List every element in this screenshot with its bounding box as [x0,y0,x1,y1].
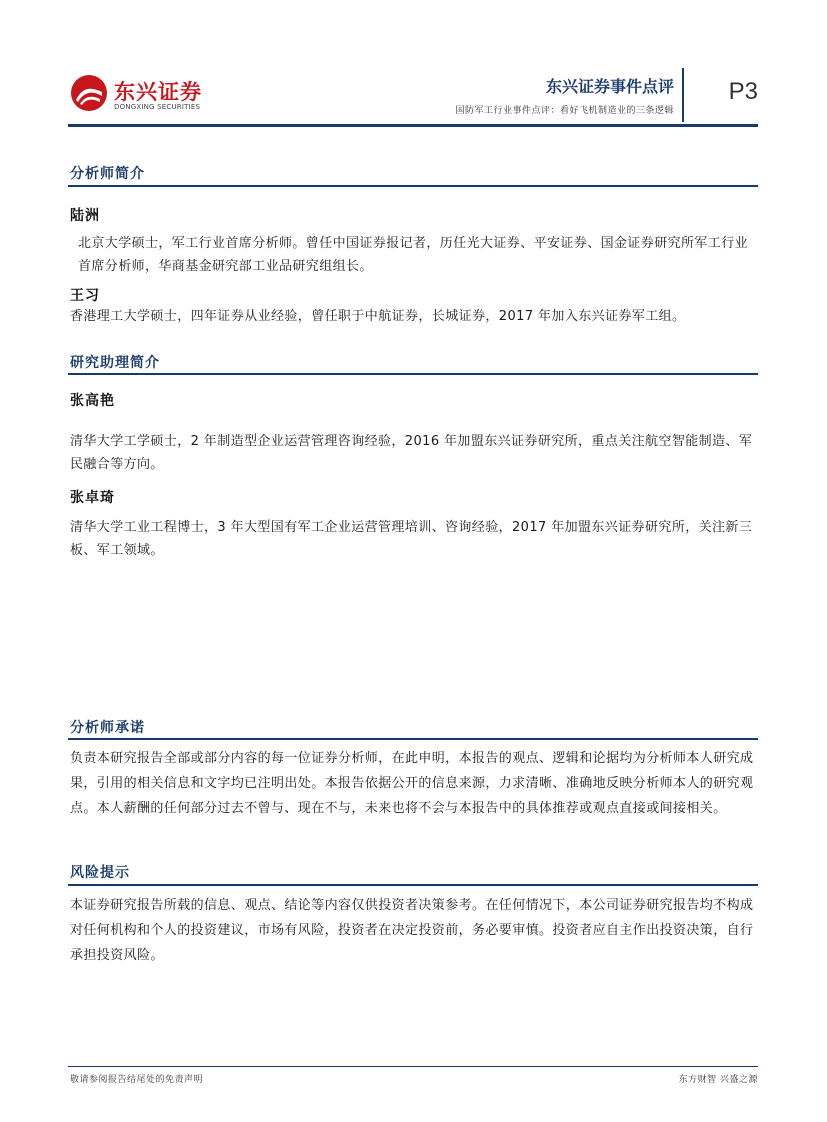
page-header [68,64,758,124]
assistant-name-2: 张卓琦 [70,490,115,506]
disclaimer-note: 敬请参阅报告结尾处的免责声明 [70,1075,204,1085]
section-title-analysts: 分析师简介 [70,166,145,182]
section-rule-assistants [68,373,758,375]
assistant-bio-2: 清华大学工业工程博士，3 年大型国有军工企业运营管理培训、咨询经验，2017 年加盟东兴证券研究所，关注新三板、军工领域。 [70,520,753,558]
risk-text: 本证券研究报告所载的信息、观点、结论等内容仅供投资者决策参考。在任何情况下，本公司证券研究报告均不构成对任何机构和个人的投资建议，市场有风险，投资者在决定投资前，务必要审慎。投资者应自主作出投资决策，自行承担投资风险。 [70,898,754,963]
assistant-name-1: 张高艳 [70,393,115,409]
section-title-assistants: 研究助理简介 [70,355,160,371]
section-rule-risk [68,884,758,886]
analyst-name-2: 王习 [70,288,100,304]
logo-english-name: DONGXING SECURITIES [114,103,201,111]
company-slogan: 东方财智 兴盛之源 [678,1075,758,1085]
report-type-title: 东兴证券事件点评 [545,77,674,96]
analyst-name-1: 陆洲 [70,208,100,224]
footer-rule [68,1066,758,1067]
section-rule-analysts [68,185,758,187]
analyst-bio-1: 北京大学硕士，军工行业首席分析师。曾任中国证券报记者，历任光大证券、平安证券、国金证券研究所军工行业首席分析师，华商基金研究部工业品研究组组长。 [78,236,749,274]
company-logo [68,72,208,116]
section-title-risk: 风险提示 [70,865,130,881]
page-number: P3 [728,78,758,105]
assistant-bio-1: 清华大学工学硕士，2 年制造型企业运营管理咨询经验，2016 年加盟东兴证券研究所，重点关注航空智能制造、军民融合等方向。 [70,434,753,472]
report-subtitle: 国防军工行业事件点评：看好飞机制造业的三条逻辑 [455,106,674,116]
header-rule [68,124,758,127]
commitment-text: 负责本研究报告全部或部分内容的每一位证券分析师，在此申明，本报告的观点、逻辑和论据均为分析师本人研究成果，引用的相关信息和文字均已注明出处。本报告依据公开的信息来源，力求清晰、准确地反映分析师本人的研究观点。本人薪酬的任何部分过去不曾与、现在不与，未来也将不会与本报告中的具体推荐或观点直接或间接相关。 [70,751,754,816]
logo-chinese-name: 东兴证券 [114,80,202,104]
section-title-commitment: 分析师承诺 [70,720,145,736]
analyst-bio-2: 香港理工大学硕士，四年证券从业经验，曾任职于中航证券，长城证券，2017 年加入东兴证券军工组。 [70,309,686,324]
logo-mark-icon [70,74,108,112]
header-divider [682,68,684,122]
section-rule-commitment [68,738,758,740]
